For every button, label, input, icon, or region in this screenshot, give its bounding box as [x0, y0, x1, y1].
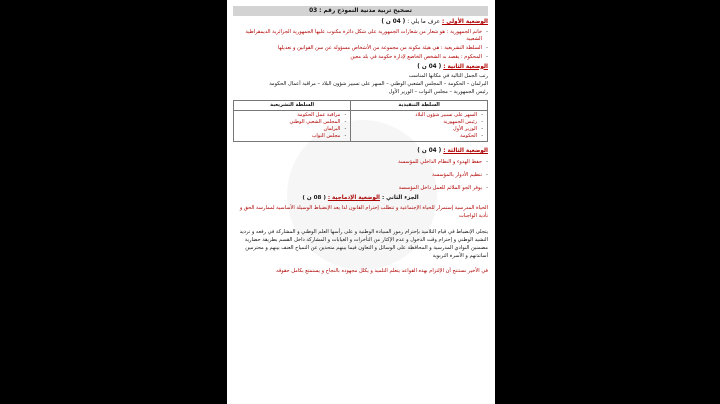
section2-terms-line2: رئيس الجمهورية – مجلس النواب – الوزير الأول: [388, 88, 488, 95]
section2-heading: [233, 64, 488, 72]
column-header-legislative: السلطة التشريعية: [234, 100, 351, 110]
table-item: - رئيس الجمهورية: [355, 119, 483, 126]
section3-list: [233, 159, 488, 192]
document-title: تصحيح تربية مدنية النموذج رقم : 03: [233, 6, 488, 16]
sorting-table: [233, 100, 488, 142]
legislative-cell: [234, 110, 351, 141]
section1-list: [233, 29, 488, 62]
list-item: - يوفر الجو الملائم للعمل داخل المؤسسة: [233, 185, 488, 192]
list-item: - تنظيم الأدوار بالمؤسسة: [233, 172, 488, 179]
list-item: - السلطة التشريعية : هي هيئة مكونة من مجموعة من الأشخاص مسؤولة عن سن القوانين و تعديلها: [233, 45, 488, 52]
table-item: - السهر على تسيير شؤون البلاد: [355, 112, 483, 119]
table-item: - المجلس الشعبي الوطني: [238, 119, 346, 126]
document-page: [227, 0, 495, 404]
section1-instruction: عرف ما يلي :: [407, 19, 441, 26]
section3-points: ( 04 ن ): [417, 147, 442, 154]
list-item: - خاتم الجمهورية : هو شعار من شعارات الجمهورية على شكل دائرة مكتوب عليها الجمهورية الجزائرية الديمقراطية الشعبية: [233, 29, 488, 43]
executive-cell: [351, 110, 488, 141]
section2-terms-line1: البرلمان – الحكومة – المجلس الشعبي الوطني – السهر على تسيير شؤون البلاد – مراقبة أعمال الحكومة: [269, 80, 488, 87]
table-item: - الحكومة: [355, 133, 483, 140]
table-item: - البرلمان: [238, 126, 346, 133]
watermark-seal: [287, 120, 437, 270]
section2-instruction: رتب الجمل التالية في مكانها المناسب: [408, 72, 488, 79]
section3-title: الوضعية الثالثة :: [443, 147, 488, 154]
section1-points: ( 04 ن ): [381, 19, 406, 26]
part2-title: الوضعية الإدماجية :: [327, 195, 380, 202]
table-item: - الوزير الأول: [355, 126, 483, 133]
part2-conclusion-paragraph: في الأخير نستنتج أن الإلتزام بهذه القواعد يتعلم التلميذ و يكلل مجهوده بالنجاح و يستمتع بكامل حقوقه: [276, 268, 488, 275]
list-item: - حفظ الهدوء و النظام الداخلي للمؤسسة: [233, 159, 488, 166]
part2-body-paragraph: يتجلى الإنضباط في قيام التلاميذ بإحترام رموز السيادة الوطنية و على رأسها العلم الوطني و المشاركة في رفعه و ترديد النشيد الوطني و إحترام وقت الدخول و عدم الإكثار من التأخرات و الغيابات و المشاركة داخل القسم بطريقة حضارية مضمنين النوادي المدرسية و المحافظة على الوسائل و التعاون فيما بينهم متحدين عن التمياح العنف بينهم و محترمين أساتذتهم و الأسرة التربوية: [239, 228, 488, 259]
section1-heading: [233, 19, 488, 27]
section2-points: ( 04 ن ): [417, 63, 442, 70]
list-item: - المحكوم : يقصد به الشخص الخاضع لإدارة حكومة في بلد معين: [233, 54, 488, 61]
table-item: - مراقبة عمل الحكومة: [238, 112, 346, 119]
section1-title: الوضعية الأولى :: [442, 19, 488, 26]
table-item: - مجلس النواب: [238, 133, 346, 140]
column-header-executive: السلطة التنفيذية: [351, 100, 488, 110]
section2-title: الوضعية الثانية :: [443, 63, 488, 70]
part2-label: الجزء الثاني :: [381, 195, 419, 202]
part2-points: ( 08 ن ): [302, 195, 326, 202]
part2-intro-paragraph: الحياة المدرسية إستمرار للحياة الإجتماعية و تتطلب إحترام القانون لذا يعد الإنضباط الوسيلة الأساسية لممارسة الحق و تأدية الواجبات: [239, 205, 488, 220]
